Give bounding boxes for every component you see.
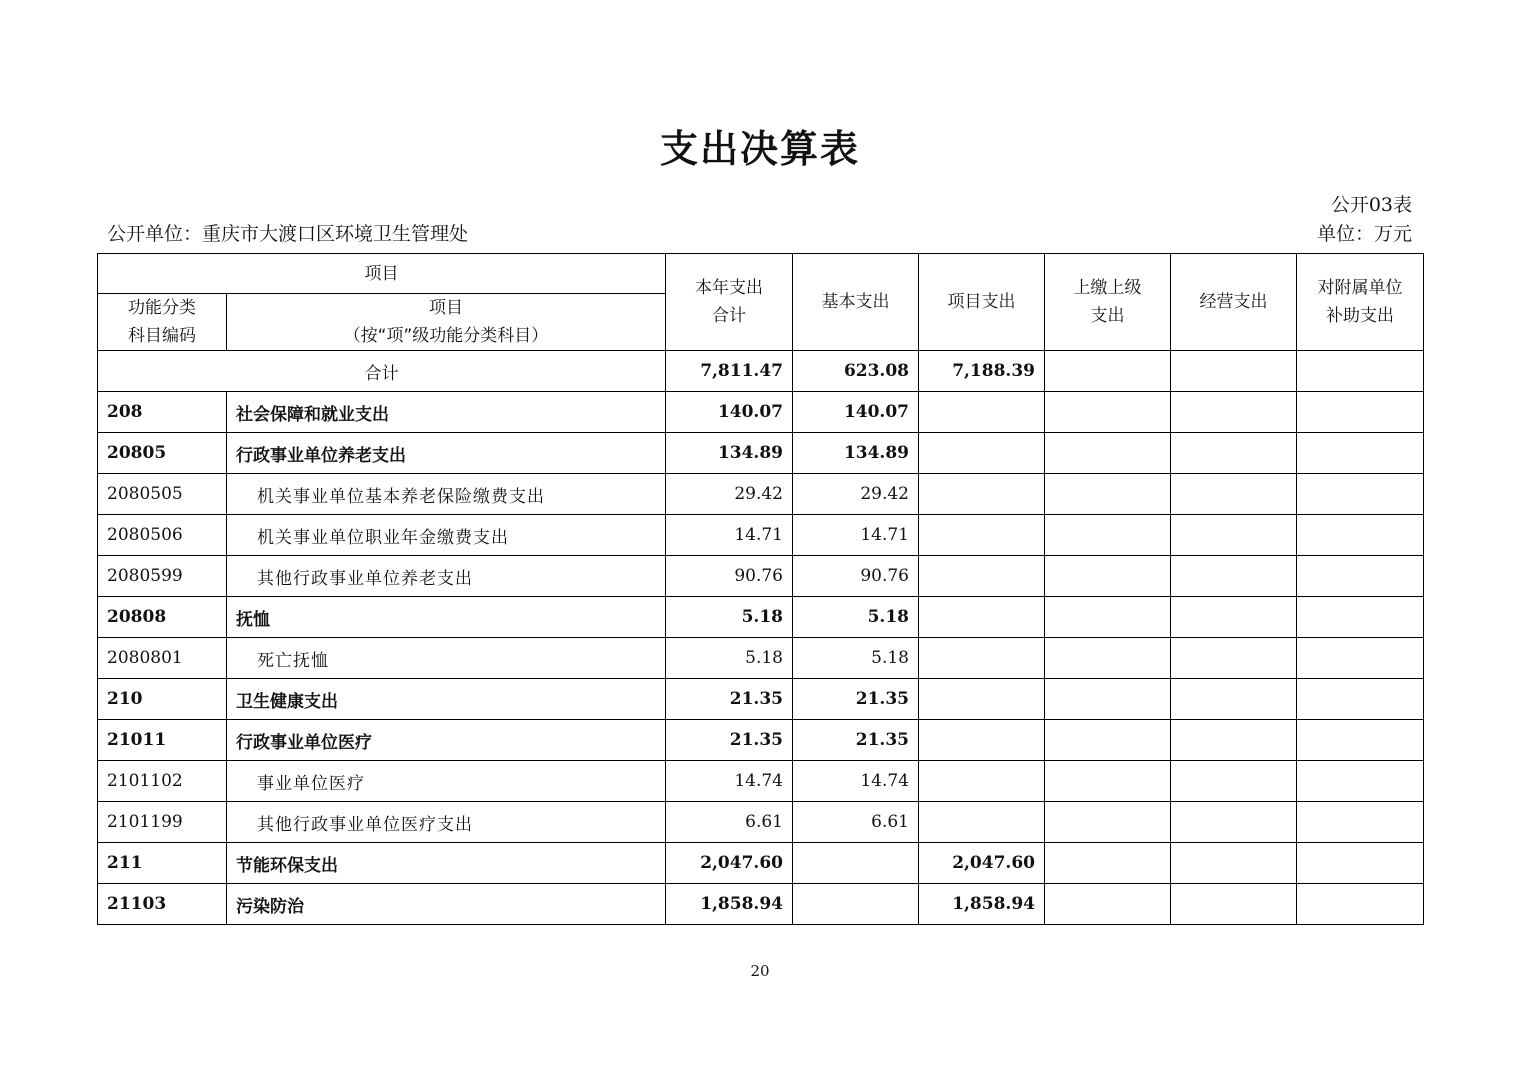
row-total: 90.76 <box>666 556 793 597</box>
row-project <box>919 802 1045 843</box>
row-total: 29.42 <box>666 474 793 515</box>
total-basic: 623.08 <box>793 351 919 392</box>
row-code: 2101199 <box>98 802 227 843</box>
row-total: 2,047.60 <box>666 843 793 884</box>
header-code: 功能分类 科目编码 <box>98 294 227 351</box>
row-basic: 134.89 <box>793 433 919 474</box>
row-total: 1,858.94 <box>666 884 793 925</box>
row-subsidy <box>1297 761 1424 802</box>
table-row <box>98 720 1424 761</box>
row-total: 5.18 <box>666 597 793 638</box>
table-row <box>98 597 1424 638</box>
row-project <box>919 761 1045 802</box>
row-project <box>919 515 1045 556</box>
row-basic: 14.74 <box>793 761 919 802</box>
row-business <box>1171 392 1297 433</box>
table-row <box>98 761 1424 802</box>
row-project <box>919 392 1045 433</box>
expenditure-table <box>97 253 1424 925</box>
row-basic <box>793 843 919 884</box>
row-upper <box>1045 556 1171 597</box>
table-row <box>98 843 1424 884</box>
row-upper <box>1045 679 1171 720</box>
header-project: 项目支出 <box>919 254 1045 351</box>
row-upper <box>1045 761 1171 802</box>
row-upper <box>1045 474 1171 515</box>
row-code: 2101102 <box>98 761 227 802</box>
row-business <box>1171 843 1297 884</box>
row-code: 208 <box>98 392 227 433</box>
row-business <box>1171 433 1297 474</box>
row-basic: 6.61 <box>793 802 919 843</box>
page-title: 支出决算表 <box>659 127 860 171</box>
row-subsidy <box>1297 433 1424 474</box>
row-upper <box>1045 433 1171 474</box>
row-basic: 21.35 <box>793 720 919 761</box>
row-business <box>1171 556 1297 597</box>
row-business <box>1171 720 1297 761</box>
row-name: 其他行政事业单位医疗支出 <box>227 802 666 843</box>
row-name: 机关事业单位职业年金缴费支出 <box>227 515 666 556</box>
row-project: 1,858.94 <box>919 884 1045 925</box>
row-business <box>1171 679 1297 720</box>
row-subsidy <box>1297 392 1424 433</box>
row-subsidy <box>1297 843 1424 884</box>
row-basic: 140.07 <box>793 392 919 433</box>
header-item-group: 项目 <box>98 254 666 294</box>
row-basic <box>793 884 919 925</box>
row-name: 污染防治 <box>227 884 666 925</box>
row-subsidy <box>1297 556 1424 597</box>
row-subsidy <box>1297 515 1424 556</box>
row-subsidy <box>1297 802 1424 843</box>
row-name: 抚恤 <box>227 597 666 638</box>
row-subsidy <box>1297 474 1424 515</box>
row-upper <box>1045 843 1171 884</box>
total-subsidy <box>1297 351 1424 392</box>
total-upper <box>1045 351 1171 392</box>
row-project <box>919 638 1045 679</box>
row-upper <box>1045 802 1171 843</box>
table-row <box>98 433 1424 474</box>
header-business: 经营支出 <box>1171 254 1297 351</box>
row-subsidy <box>1297 638 1424 679</box>
row-basic: 90.76 <box>793 556 919 597</box>
header-subsidy: 对附属单位 补助支出 <box>1297 254 1424 351</box>
header-basic: 基本支出 <box>793 254 919 351</box>
row-code: 2080599 <box>98 556 227 597</box>
row-basic: 14.71 <box>793 515 919 556</box>
row-code: 21011 <box>98 720 227 761</box>
row-total: 134.89 <box>666 433 793 474</box>
row-basic: 29.42 <box>793 474 919 515</box>
row-business <box>1171 761 1297 802</box>
total-row <box>98 351 1424 392</box>
row-name: 卫生健康支出 <box>227 679 666 720</box>
row-name: 机关事业单位基本养老保险缴费支出 <box>227 474 666 515</box>
header-upper: 上缴上级 支出 <box>1045 254 1171 351</box>
row-total: 5.18 <box>666 638 793 679</box>
row-subsidy <box>1297 884 1424 925</box>
row-basic: 5.18 <box>793 597 919 638</box>
row-code: 210 <box>98 679 227 720</box>
row-upper <box>1045 638 1171 679</box>
header-total: 本年支出 合计 <box>666 254 793 351</box>
row-name: 社会保障和就业支出 <box>227 392 666 433</box>
row-code: 211 <box>98 843 227 884</box>
row-total: 21.35 <box>666 720 793 761</box>
row-business <box>1171 474 1297 515</box>
row-project <box>919 679 1045 720</box>
currency-unit: 单位：万元 <box>1316 223 1412 245</box>
row-business <box>1171 515 1297 556</box>
table-row <box>98 679 1424 720</box>
header-name: 项目 （按“项”级功能分类科目） <box>227 294 666 351</box>
row-name: 死亡抚恤 <box>227 638 666 679</box>
row-code: 2080505 <box>98 474 227 515</box>
table-row <box>98 515 1424 556</box>
row-project <box>919 474 1045 515</box>
table-row <box>98 884 1424 925</box>
row-code: 21103 <box>98 884 227 925</box>
row-project: 2,047.60 <box>919 843 1045 884</box>
row-total: 14.71 <box>666 515 793 556</box>
page-number: 20 <box>750 962 770 980</box>
row-name: 其他行政事业单位养老支出 <box>227 556 666 597</box>
row-business <box>1171 884 1297 925</box>
row-upper <box>1045 515 1171 556</box>
table-row <box>98 392 1424 433</box>
row-name: 事业单位医疗 <box>227 761 666 802</box>
row-code: 2080801 <box>98 638 227 679</box>
row-code: 20808 <box>98 597 227 638</box>
row-name: 行政事业单位养老支出 <box>227 433 666 474</box>
total-business <box>1171 351 1297 392</box>
row-upper <box>1045 720 1171 761</box>
table-row <box>98 474 1424 515</box>
row-project <box>919 720 1045 761</box>
row-name: 行政事业单位医疗 <box>227 720 666 761</box>
table-row <box>98 802 1424 843</box>
total-sum: 7,811.47 <box>666 351 793 392</box>
row-subsidy <box>1297 679 1424 720</box>
row-business <box>1171 597 1297 638</box>
row-total: 14.74 <box>666 761 793 802</box>
row-project <box>919 433 1045 474</box>
row-code: 20805 <box>98 433 227 474</box>
row-business <box>1171 802 1297 843</box>
row-project <box>919 597 1045 638</box>
table-row <box>98 556 1424 597</box>
row-basic: 5.18 <box>793 638 919 679</box>
reporting-organization: 公开单位：重庆市大渡口区环境卫生管理处 <box>107 223 469 245</box>
row-subsidy <box>1297 720 1424 761</box>
row-total: 140.07 <box>666 392 793 433</box>
row-total: 6.61 <box>666 802 793 843</box>
total-project: 7,188.39 <box>919 351 1045 392</box>
row-code: 2080506 <box>98 515 227 556</box>
form-number: 公开03表 <box>1330 194 1412 216</box>
row-upper <box>1045 597 1171 638</box>
row-upper <box>1045 392 1171 433</box>
row-total: 21.35 <box>666 679 793 720</box>
row-business <box>1171 638 1297 679</box>
row-upper <box>1045 884 1171 925</box>
row-subsidy <box>1297 597 1424 638</box>
table-row <box>98 638 1424 679</box>
row-basic: 21.35 <box>793 679 919 720</box>
total-label: 合计 <box>98 351 666 392</box>
row-project <box>919 556 1045 597</box>
row-name: 节能环保支出 <box>227 843 666 884</box>
